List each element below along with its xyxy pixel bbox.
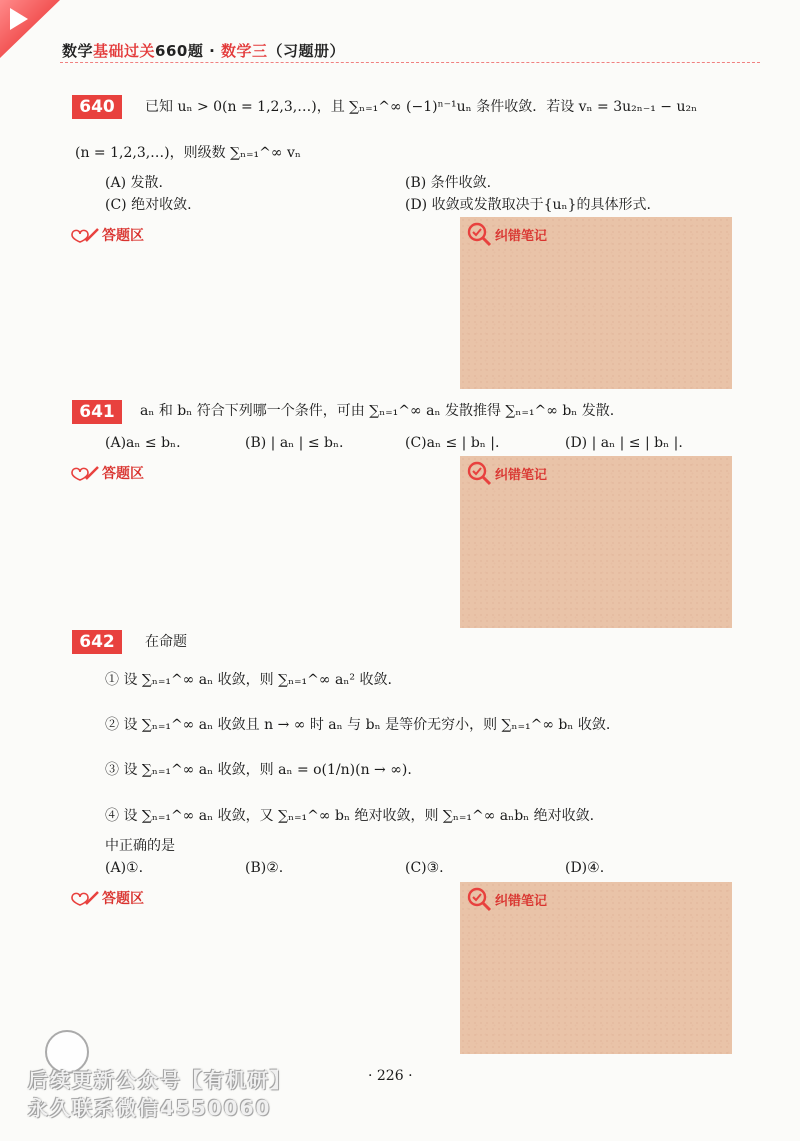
q642-option-c: (C)③. — [405, 860, 444, 876]
magnifier-check-icon — [466, 886, 492, 912]
q642-item-1: ① 设 ∑ₙ₌₁^∞ aₙ 收敛，则 ∑ₙ₌₁^∞ aₙ² 收敛. — [105, 672, 392, 688]
question-number-640: 640 — [72, 95, 122, 119]
q642-intro: 在命题 — [145, 634, 187, 650]
answer-area-label: 答题区 — [70, 225, 144, 245]
q642-outro: 中正确的是 — [105, 838, 175, 854]
question-number-642: 642 — [72, 630, 122, 654]
correction-note-box[interactable] — [460, 456, 732, 628]
pen-heart-icon — [70, 227, 100, 243]
q642-item-3: ③ 设 ∑ₙ₌₁^∞ aₙ 收敛，则 aₙ = o(1/n)(n → ∞). — [105, 762, 412, 778]
correction-note-box[interactable] — [460, 882, 732, 1054]
q640-option-c: (C) 绝对收敛. — [105, 197, 192, 213]
q641-stem: aₙ 和 bₙ 符合下列哪一个条件，可由 ∑ₙ₌₁^∞ aₙ 发散推得 ∑ₙ₌₁^∞ bₙ 发散. — [140, 403, 615, 419]
q641-option-a: (A)aₙ ≤ bₙ. — [105, 435, 181, 451]
q640-option-d: (D) 收敛或发散取决于{uₙ}的具体形式. — [405, 197, 651, 213]
q640-option-a: (A) 发散. — [105, 175, 163, 191]
q642-item-4: ④ 设 ∑ₙ₌₁^∞ aₙ 收敛，又 ∑ₙ₌₁^∞ bₙ 绝对收敛，则 ∑ₙ₌₁^∞ aₙbₙ 绝对收敛. — [105, 808, 595, 824]
magnifier-check-icon — [466, 460, 492, 486]
q640-stem-line1: 已知 uₙ > 0(n = 1,2,3,…)，且 ∑ₙ₌₁^∞ (−1)ⁿ⁻¹uₙ 条件收敛．若设 vₙ = 3u₂ₙ₋₁ − u₂ₙ — [145, 99, 698, 115]
note-title: 纠错笔记 — [466, 886, 547, 912]
play-arrow-icon — [10, 8, 28, 30]
question-number-641: 641 — [72, 400, 122, 424]
q641-option-c: (C)aₙ ≤ | bₙ |. — [405, 435, 500, 451]
q642-item-2: ② 设 ∑ₙ₌₁^∞ aₙ 收敛且 n → ∞ 时 aₙ 与 bₙ 是等价无穷小，则 ∑ₙ₌₁^∞ bₙ 收敛. — [105, 717, 611, 733]
page-number: · 226 · — [368, 1068, 413, 1084]
header-divider — [60, 62, 760, 63]
correction-note-box[interactable] — [460, 217, 732, 389]
q641-option-b: (B) | aₙ | ≤ bₙ. — [245, 435, 344, 451]
q640-option-b: (B) 条件收敛. — [405, 175, 492, 191]
q642-option-d: (D)④. — [565, 860, 605, 876]
note-title: 纠错笔记 — [466, 221, 547, 247]
header-corner-triangle — [0, 0, 60, 58]
answer-area-label: 答题区 — [70, 463, 144, 483]
note-title: 纠错笔记 — [466, 460, 547, 486]
q641-option-d: (D) | aₙ | ≤ | bₙ |. — [565, 435, 683, 451]
watermark-line2: 永久联系微信4550060 — [28, 1096, 272, 1120]
pen-heart-icon — [70, 890, 100, 906]
pen-heart-icon — [70, 465, 100, 481]
q640-stem-line2: (n = 1,2,3,…)，则级数 ∑ₙ₌₁^∞ vₙ — [75, 145, 301, 161]
magnifier-check-icon — [466, 221, 492, 247]
q642-option-b: (B)②. — [245, 860, 284, 876]
book-title: 数学基础过关660题 · 数学三（习题册） — [62, 42, 346, 60]
q642-option-a: (A)①. — [105, 860, 144, 876]
answer-area-label: 答题区 — [70, 888, 144, 908]
watermark-line1: 后续更新公众号【有机研】 — [28, 1068, 292, 1092]
